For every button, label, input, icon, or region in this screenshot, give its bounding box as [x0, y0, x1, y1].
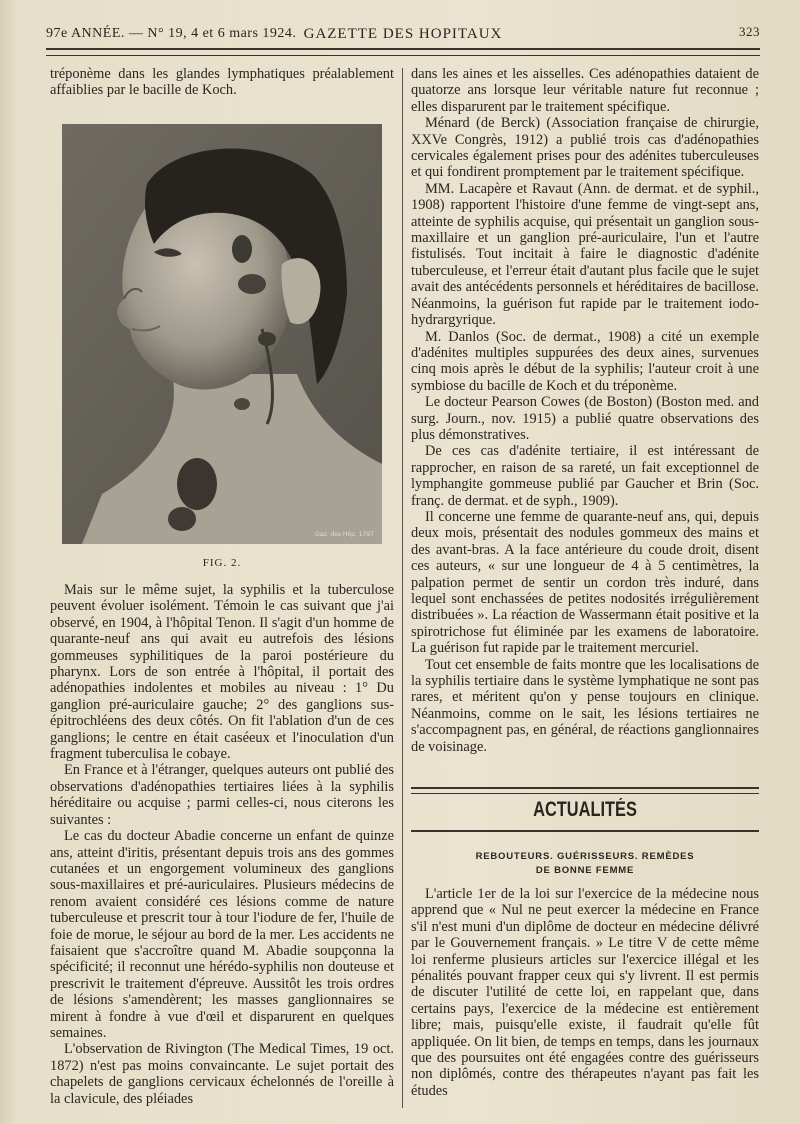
section-rule-bottom	[411, 830, 759, 832]
paragraph: De ces cas d'adénite tertiaire, il est intéressant de rapprocher, en raison de sa rareté, un fait exceptionnel de lymphangite gommeuse publié par Gaucher et Brin (Soc. franç. de dermat. et de syph., 1909).	[411, 443, 759, 509]
figure-caption: FIG. 2.	[202, 557, 242, 569]
section-title: ACTUALITÉS	[533, 798, 637, 821]
section-subtitle	[411, 850, 759, 878]
clinical-photograph	[62, 124, 382, 544]
paragraph: En France et à l'étranger, quelques auteurs ont publié des observations d'adénopathies tertiaires liées à la syphilis héréditaire ou acquise ; parmi celles-ci, nous citerons les suivantes :	[50, 762, 394, 828]
paragraph: dans les aines et les aisselles. Ces adénopathies dataient de quatorze ans lorsque leur véritable nature fut reconnue ; elles disparurent par le traitement spécifique.	[411, 66, 759, 115]
paragraph: Tout cet ensemble de faits montre que les localisations de la syphilis tertiaire dans le système lymphatique ne sont pas rares, et méritent qu'on y pense toujours en clinique. Néanmoins, comme on le sait, les lésions tertiaires ne s'accompagnent pas, en général, de réactions ganglionnaires de voisinage.	[411, 656, 759, 755]
section-body	[411, 886, 759, 1099]
paragraph: Le cas du docteur Abadie concerne un enfant de quinze ans, atteint d'iritis, présentant depuis trois ans des gommes cutanées et un engorgement volumineux des ganglions sous-maxillaires et pré-auriculaires. Plusieurs médecins de renom avaient considéré ces lésions comme de nature tuberculeuse et prescrit tour à tour l'iodure de fer, l'huile de foie de morue, le séjour au bord de la mer. Les accidents ne faisaient que s'accroître quand M. Abadie soupçonna la spécificité; il reconnut une hérédo-syphilis non douteuse et prescrivit le traitement d'épreuve. Aussitôt les trois ordres de lésions s'amendèrent; les masses ganglionnaires se mirent à fondre à vue d'œil et disparurent en quelques semaines.	[50, 828, 394, 1041]
intro-paragraph: tréponème dans les glandes lymphatiques préalablement affaiblies par le bacille de Koch.	[50, 66, 394, 99]
page-header	[46, 22, 760, 46]
left-column-body	[50, 582, 394, 1107]
patient-portrait-image	[62, 124, 382, 544]
page-number: 323	[739, 24, 760, 39]
section-rule-top	[411, 787, 759, 794]
journal-title: GAZETTE DES HOPITAUX	[303, 26, 503, 42]
figure-credit: Gaz. des Hôp. 1797	[315, 531, 374, 538]
paragraph: MM. Lacapère et Ravaut (Ann. de dermat. et de syphil., 1908) rapportent l'histoire d'une femme de vingt-sept ans, atteinte de syphilis acquise, qui présentait un ganglion sous-maxillaire et un ganglion pré-auriculaire, l'un et l'autre fistulisés. Tout incitait à faire le diagnostic d'adénite tuberculeuse, et l'erreur était d'autant plus facile que le sujet avait des antécédents personnels et héréditaires de bacillose. Néanmoins, la guérison fut rapide par le traitement iodo-hydrargyrique.	[411, 180, 759, 329]
paragraph: L'observation de Rivington (The Medical Times, 19 oct. 1872) n'est pas moins convaincante. Le sujet portait des chapelets de ganglions cervicaux échelonnés de l'oreille à la clavicule, des pléiades	[50, 1041, 394, 1107]
left-column-intro	[50, 66, 394, 99]
issue-info: 97e ANNÉE. — N° 19, 4 et 6 mars 1924.	[46, 26, 297, 41]
section-subtitle-line: DE BONNE FEMME	[535, 865, 635, 876]
paragraph: L'article 1er de la loi sur l'exercice de la médecine nous apprend que « Nul ne peut exercer la médecine en France s'il n'est muni d'un diplôme de docteur en médecine délivré par le Gouvernement français. » Le titre V de cette même loi renferme plusieurs articles sur l'exercice illégal et les pénalités pouvant frapper ceux qui s'y livrent. Il est permis de discuter l'utilité de cette loi, en rappelant que, dans certains pays, l'exercice de la médecine est entièrement libre; mais, puisqu'elle existe, il faudrait qu'elle fût appliquée. On lit bien, de temps en temps, dans les journaux que des poursuites ont été engagées contre des guérisseurs non diplômés, contre des thérapeutes n'ayant pas fait les études	[411, 886, 759, 1099]
right-column-body	[411, 66, 759, 755]
section-subtitle-line: REBOUTEURS. GUÉRISSEURS. REMÈDES	[475, 851, 695, 862]
paragraph: Le docteur Pearson Cowes (de Boston) (Boston med. and surg. Journ., nov. 1915) a publié quatre observations des plus démonstratives.	[411, 394, 759, 443]
header-double-rule	[46, 48, 760, 56]
paragraph: M. Danlos (Soc. de dermat., 1908) a cité un exemple d'adénites multiples suppurées des deux aines, survenues cinq mois après le début de la syphilis; l'auteur croit à une symbiose du bacille de Koch et du tréponème.	[411, 328, 759, 394]
paragraph: Ménard (de Berck) (Association française de chirurgie, XXVe Congrès, 1912) a publié trois cas d'adénopathies cervicales également prises pour des adénites tuberculeuses et qui fondirent promptement par le traitement spécifique.	[411, 115, 759, 181]
paragraph: Mais sur le même sujet, la syphilis et la tuberculose peuvent évoluer isolément. Témoin le cas suivant que j'ai observé, en 1904, à l'hôpital Tenon. Il s'agit d'un homme de quarante-neuf ans qui avait eu autrefois des lésions gommeuses syphilitiques de la paroi postérieure du pharynx. Lors de son entrée à l'hôpital, il portait des adénopathies indolentes et mobiles au niveau : 1° Du ganglion pré-auriculaire gauche; 2° des ganglions sus-épitrochléens des deux côtés. On fit l'ablation d'un de ces ganglions; le centre en était caséeux et l'inoculation d'un fragment tuberculisa le cobaye.	[50, 582, 394, 763]
paragraph: Il concerne une femme de quarante-neuf ans, qui, depuis deux mois, présentait des nodules gommeux des mains et des avant-bras. A la face antérieure du coude droit, disent ces auteurs, « sur une longueur de 4 à 5 centimètres, la palpation permet de sentir un cordon très induré, dans lequel sont enchassées de petites nodosités irrégulièrement distribuées ». La réaction de Wassermann était positive et la spirotrichose fut éliminée par les examens de laboratoire. La guérison fut rapide par le traitement mercuriel.	[411, 508, 759, 657]
column-divider	[402, 68, 403, 1108]
